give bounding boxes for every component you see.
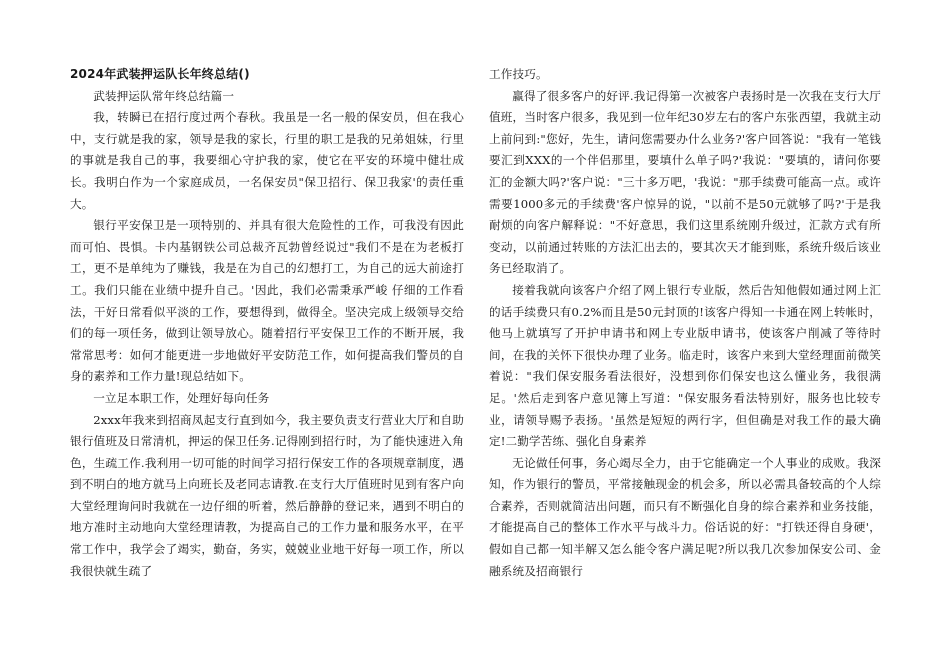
paragraph: 无论做任何事，务心竭尽全力，由于它能确定一个人事业的成败。我深知，作为银行的警员，平常接触现金的机会多，所以必需具备较高的个人综合素养，否则就简洁出问题，而只有不断强化自身的综合素养和业务技能，才能提高自己的整体工作水平与战斗力。俗话说的好："打铁还得自身硬'，假如自己都一知半解又怎么能令客户满足呢?所以我几次参加保安公司、金融系统及招商银行 [489, 455, 881, 578]
document-title: 2024年武装押运队长年终总结() [70, 67, 250, 81]
left-column [70, 64, 464, 582]
paragraph: 工作技巧。 [489, 67, 548, 81]
paragraph: 接着我就向该客户介绍了网上银行专业版，然后告知他假如通过网上汇的话手续费只有0.2%而且是50元封顶的!该客户得知一卡通在网上转帐时，他马上就填写了开护申请书和网上专业版申请书，使该客户削减了等待时间，在我的关怀下很快办理了业务。临走时，该客户来到大堂经理面前微笑着说："我们保安服务看法很好，没想到你们保安也这么懂业务，我很满足。'然后走到客户意见簿上写道："保安服务看法特别好，服务也比较专业，请领导赐予表扬。'虽然是短短的两行字，但但确是对我工作的最大确定!二勤学苦练、强化自身素养 [489, 282, 881, 449]
paragraph: 银行平安保卫是一项特别的、并具有很大危险性的工作，可我没有因此而可怕、畏惧。卡内基钢铁公司总裁齐瓦勃曾经说过"我们不是在为老板打工，更不是单纯为了赚钱，我是在为自己的幻想打工，为自己的远大前途打工。我们只能在业绩中提升自己。'因此，我们必需秉承严峻 仔细的工作看法，干好日常看似平淡的工作，要想得到，做得全。坚决完成上级领导交给们的每一项任务，做到让领导放心。随着招行平安保卫工作的不断开展，我常常思考：如何才能更进一步地做好平安防范工作，如何提高我们警员的自身的素养和工作力量!现总结如下。 [70, 218, 464, 384]
paragraph: 2xxx年我来到招商凤起支行直到如今，我主要负责支行营业大厅和自助银行值班及日常清机，押运的保卫任务.记得刚到招行时，为了能快速进入角色，生疏工作.我利用一切可能的时间学习招行保安工作的各项规章制度，遇到不明白的地方就马上向班长及老同志请教.在支行大厅值班时见到有客户向大堂经理询问时我就在一边仔细的听着，然后静静的登记来，遇到不明白的地方准时主动地向大堂经理请教，为提高自己的工作力量和服务水平，在平常工作中，我学会了竭实，勤奋，务实，兢兢业业地干好每一项工作，所以我很快就生疏了 [70, 412, 464, 578]
paragraph: 一立足本职工作，处理好每向任务 [93, 390, 270, 405]
paragraph: 赢得了很多客户的好评.我记得第一次被客户表扬时是一次我在支行大厅值班，当时客户很多，我见到一位年纪30岁左右的客户东张西望，我就主动上前问到:"您好，先生，请问您需要办什么业务?'客户回答说："我有一笔钱要汇到XXX的一个伴侣那里，要填什么单子吗?'我说："要填的，请问你要汇的金额大吗?'客户说："三十多万吧，'我说："那手续费可能高一点。或许需要1000多元的手续费'客户惊异的说，"以前不是50元就够了吗?'于是我耐烦的向客户解释说："不好意思，我们这里系统刚升级过，汇款方式有所变动，以前通过转账的方法汇出去的，要其次天才能到账，系统升级后该业务已经取消了。 [489, 88, 881, 276]
paragraph: 我，转瞬已在招行度过两个春秋。我虽是一名一般的保安员，但在我心中，支行就是我的家，领导是我的家长，行里的职工是我的兄弟姐妹，行里的事就是我自己的事，我要细心守护我的家，使它在平安的环境中健壮成长。我明白作为一个家庭成员，一名保安员"保卫招行、保卫我家'的责任重大。 [70, 110, 464, 211]
right-column [489, 64, 881, 582]
paragraph: 武装押运队常年终总结篇一 [93, 88, 235, 103]
